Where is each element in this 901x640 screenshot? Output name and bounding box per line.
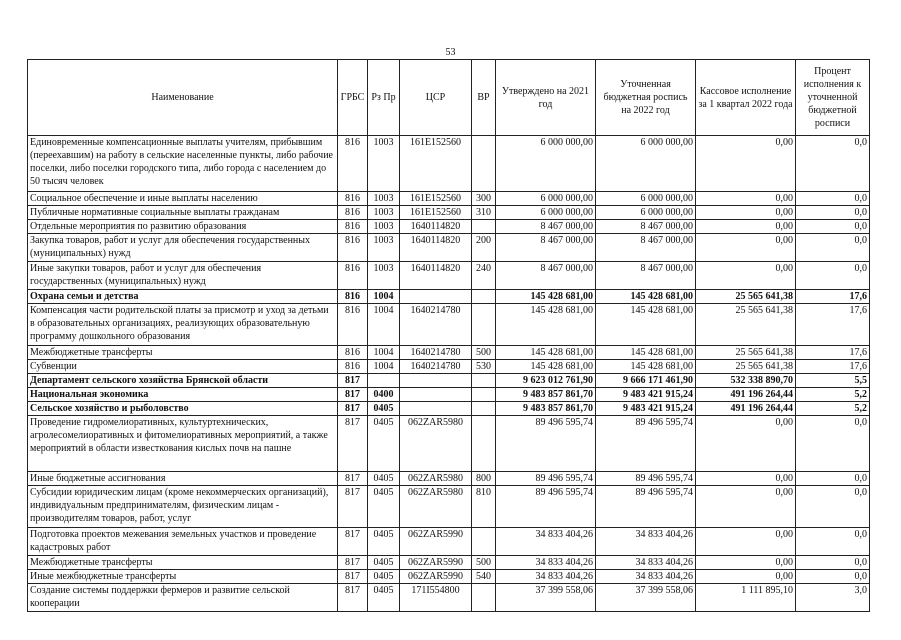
cell-percent: 0,0 (796, 206, 870, 220)
cell-refined: 145 428 681,00 (596, 346, 696, 360)
header-cash: Кассовое исполнение за 1 квартал 2022 года (696, 60, 796, 136)
cell-grbs: 817 (338, 472, 368, 486)
cell-csr: 062ZAR5990 (400, 556, 472, 570)
cell-name: Иные бюджетные ассигнования (28, 472, 338, 486)
budget-table (27, 59, 870, 612)
cell-csr: 1640114820 (400, 262, 472, 290)
cell-grbs: 816 (338, 136, 368, 192)
cell-approved: 6 000 000,00 (496, 136, 596, 192)
header-grbs: ГРБС (338, 60, 368, 136)
cell-cash: 1 111 895,10 (696, 584, 796, 612)
cell-csr: 062ZAR5990 (400, 570, 472, 584)
header-name: Наименование (28, 60, 338, 136)
cell-refined: 89 496 595,74 (596, 486, 696, 528)
header-vr: ВР (472, 60, 496, 136)
cell-csr: 062ZAR5980 (400, 472, 472, 486)
cell-cash: 0,00 (696, 262, 796, 290)
cell-rzpr: 1004 (368, 290, 400, 304)
table-row (28, 234, 870, 262)
cell-rzpr: 1003 (368, 192, 400, 206)
cell-cash: 491 196 264,44 (696, 388, 796, 402)
cell-vr (472, 374, 496, 388)
cell-rzpr (368, 374, 400, 388)
cell-approved: 6 000 000,00 (496, 192, 596, 206)
cell-rzpr: 0405 (368, 528, 400, 556)
cell-refined: 8 467 000,00 (596, 234, 696, 262)
cell-percent: 17,6 (796, 290, 870, 304)
cell-refined: 145 428 681,00 (596, 290, 696, 304)
cell-approved: 9 483 857 861,70 (496, 388, 596, 402)
cell-approved: 34 833 404,26 (496, 556, 596, 570)
cell-percent: 3,0 (796, 584, 870, 612)
cell-approved: 6 000 000,00 (496, 206, 596, 220)
cell-grbs: 817 (338, 584, 368, 612)
cell-cash: 0,00 (696, 570, 796, 584)
cell-percent: 0,0 (796, 220, 870, 234)
cell-vr (472, 416, 496, 472)
cell-csr: 1640214780 (400, 360, 472, 374)
cell-percent: 17,6 (796, 346, 870, 360)
cell-percent: 0,0 (796, 136, 870, 192)
cell-approved: 89 496 595,74 (496, 416, 596, 472)
header-percent: Процент исполнения к уточненной бюджетной росписи (796, 60, 870, 136)
table-row (28, 402, 870, 416)
cell-rzpr: 0405 (368, 486, 400, 528)
cell-grbs: 817 (338, 486, 368, 528)
cell-percent: 0,0 (796, 192, 870, 206)
cell-percent: 0,0 (796, 416, 870, 472)
cell-percent: 5,2 (796, 388, 870, 402)
cell-csr: 062ZAR5980 (400, 486, 472, 528)
cell-rzpr: 0405 (368, 556, 400, 570)
cell-cash: 0,00 (696, 220, 796, 234)
cell-vr: 540 (472, 570, 496, 584)
cell-vr: 500 (472, 556, 496, 570)
cell-vr (472, 304, 496, 346)
cell-cash: 25 565 641,38 (696, 304, 796, 346)
cell-cash: 0,00 (696, 206, 796, 220)
cell-rzpr: 1004 (368, 346, 400, 360)
header-refined: Уточненная бюджетная роспись на 2022 год (596, 60, 696, 136)
table-row (28, 192, 870, 206)
cell-approved: 9 623 012 761,90 (496, 374, 596, 388)
cell-refined: 9 666 171 461,90 (596, 374, 696, 388)
cell-percent: 0,0 (796, 486, 870, 528)
cell-csr: 161E152560 (400, 206, 472, 220)
cell-refined: 8 467 000,00 (596, 262, 696, 290)
cell-vr: 530 (472, 360, 496, 374)
cell-vr (472, 584, 496, 612)
cell-cash: 25 565 641,38 (696, 360, 796, 374)
header-approved: Утверждено на 2021 год (496, 60, 596, 136)
table-row (28, 486, 870, 528)
cell-percent: 5,2 (796, 402, 870, 416)
cell-approved: 34 833 404,26 (496, 570, 596, 584)
cell-csr: 1640114820 (400, 234, 472, 262)
cell-approved: 8 467 000,00 (496, 220, 596, 234)
cell-percent: 0,0 (796, 472, 870, 486)
cell-rzpr: 0405 (368, 584, 400, 612)
cell-csr: 161E152560 (400, 192, 472, 206)
cell-percent: 0,0 (796, 262, 870, 290)
table-row (28, 220, 870, 234)
cell-csr: 062ZAR5980 (400, 416, 472, 472)
cell-grbs: 817 (338, 416, 368, 472)
table-row (28, 262, 870, 290)
table-row (28, 346, 870, 360)
cell-vr (472, 528, 496, 556)
cell-rzpr: 0405 (368, 402, 400, 416)
cell-name: Субвенции (28, 360, 338, 374)
cell-rzpr: 1003 (368, 206, 400, 220)
cell-grbs: 816 (338, 234, 368, 262)
cell-vr: 810 (472, 486, 496, 528)
cell-csr: 1640214780 (400, 346, 472, 360)
cell-name: Компенсация части родительской платы за присмотр и уход за детьми в образовательных организациях, реализующих образовательную программу дошкольного образования (28, 304, 338, 346)
table-row (28, 570, 870, 584)
cell-refined: 6 000 000,00 (596, 192, 696, 206)
cell-percent: 0,0 (796, 234, 870, 262)
cell-csr: 1640214780 (400, 304, 472, 346)
cell-rzpr: 1003 (368, 220, 400, 234)
cell-refined: 89 496 595,74 (596, 472, 696, 486)
cell-vr: 800 (472, 472, 496, 486)
cell-grbs: 816 (338, 290, 368, 304)
cell-rzpr: 1004 (368, 304, 400, 346)
cell-name: Публичные нормативные социальные выплаты гражданам (28, 206, 338, 220)
cell-grbs: 816 (338, 304, 368, 346)
cell-cash: 532 338 890,70 (696, 374, 796, 388)
cell-approved: 8 467 000,00 (496, 262, 596, 290)
page-number: 53 (445, 47, 456, 58)
cell-refined: 89 496 595,74 (596, 416, 696, 472)
cell-grbs: 817 (338, 388, 368, 402)
table-row (28, 416, 870, 472)
cell-vr (472, 388, 496, 402)
table-row (28, 584, 870, 612)
cell-name: Социальное обеспечение и иные выплаты населению (28, 192, 338, 206)
cell-vr: 310 (472, 206, 496, 220)
cell-cash: 0,00 (696, 472, 796, 486)
table-row (28, 136, 870, 192)
cell-approved: 145 428 681,00 (496, 304, 596, 346)
cell-cash: 0,00 (696, 234, 796, 262)
table-row (28, 290, 870, 304)
cell-approved: 145 428 681,00 (496, 290, 596, 304)
table-row (28, 374, 870, 388)
cell-grbs: 816 (338, 262, 368, 290)
cell-approved: 34 833 404,26 (496, 528, 596, 556)
cell-vr (472, 290, 496, 304)
table-body (28, 136, 870, 612)
cell-grbs: 817 (338, 570, 368, 584)
cell-percent: 17,6 (796, 360, 870, 374)
table-row (28, 472, 870, 486)
cell-percent: 0,0 (796, 570, 870, 584)
header-csr: ЦСР (400, 60, 472, 136)
cell-name: Единовременные компенсационные выплаты учителям, прибывшим (переехавшим) на работу в сельские населенные пункты, либо рабочие поселки, либо поселки городского типа, либо города с населением до 50 тысяч человек (28, 136, 338, 192)
cell-approved: 8 467 000,00 (496, 234, 596, 262)
cell-csr (400, 388, 472, 402)
cell-rzpr: 1003 (368, 262, 400, 290)
cell-vr: 300 (472, 192, 496, 206)
cell-csr: 062ZAR5990 (400, 528, 472, 556)
cell-refined: 145 428 681,00 (596, 304, 696, 346)
cell-percent: 0,0 (796, 556, 870, 570)
cell-cash: 0,00 (696, 416, 796, 472)
table-row (28, 360, 870, 374)
cell-name: Охрана семьи и детства (28, 290, 338, 304)
cell-grbs: 817 (338, 528, 368, 556)
cell-rzpr: 0405 (368, 416, 400, 472)
cell-refined: 34 833 404,26 (596, 556, 696, 570)
cell-name: Межбюджетные трансферты (28, 556, 338, 570)
cell-refined: 6 000 000,00 (596, 136, 696, 192)
cell-approved: 89 496 595,74 (496, 486, 596, 528)
cell-name: Отдельные мероприятия по развитию образования (28, 220, 338, 234)
cell-name: Проведение гидромелиоративных, культуртехнических, агролесомелиоративных и фитомелиоративных мероприятий, а также мероприятий в области известкования кислых почв на пашне (28, 416, 338, 472)
cell-refined: 34 833 404,26 (596, 528, 696, 556)
cell-refined: 34 833 404,26 (596, 570, 696, 584)
cell-approved: 145 428 681,00 (496, 346, 596, 360)
cell-grbs: 817 (338, 402, 368, 416)
cell-cash: 0,00 (696, 192, 796, 206)
table-row (28, 206, 870, 220)
cell-name: Иные закупки товаров, работ и услуг для обеспечения государственных (муниципальных) нужд (28, 262, 338, 290)
table-row (28, 304, 870, 346)
cell-csr (400, 290, 472, 304)
cell-name: Подготовка проектов межевания земельных участков и проведение кадастровых работ (28, 528, 338, 556)
cell-name: Иные межбюджетные трансферты (28, 570, 338, 584)
cell-grbs: 817 (338, 374, 368, 388)
cell-name: Субсидии юридическим лицам (кроме некоммерческих организаций), индивидуальным предпринимателям, физическим лицам - производителям товаров, работ, услуг (28, 486, 338, 528)
cell-name: Создание системы поддержки фермеров и развитие сельской кооперации (28, 584, 338, 612)
cell-approved: 37 399 558,06 (496, 584, 596, 612)
cell-grbs: 816 (338, 346, 368, 360)
cell-refined: 6 000 000,00 (596, 206, 696, 220)
cell-refined: 9 483 421 915,24 (596, 388, 696, 402)
cell-rzpr: 0405 (368, 570, 400, 584)
cell-grbs: 816 (338, 360, 368, 374)
cell-rzpr: 1003 (368, 136, 400, 192)
cell-refined: 9 483 421 915,24 (596, 402, 696, 416)
cell-vr (472, 136, 496, 192)
table-header (28, 60, 870, 136)
cell-refined: 8 467 000,00 (596, 220, 696, 234)
cell-grbs: 817 (338, 556, 368, 570)
cell-vr: 500 (472, 346, 496, 360)
cell-csr: 171I554800 (400, 584, 472, 612)
cell-approved: 89 496 595,74 (496, 472, 596, 486)
cell-percent: 0,0 (796, 528, 870, 556)
cell-approved: 145 428 681,00 (496, 360, 596, 374)
cell-cash: 0,00 (696, 556, 796, 570)
cell-grbs: 816 (338, 206, 368, 220)
cell-name: Департамент сельского хозяйства Брянской области (28, 374, 338, 388)
cell-grbs: 816 (338, 192, 368, 206)
cell-csr (400, 374, 472, 388)
cell-grbs: 816 (338, 220, 368, 234)
cell-rzpr: 0405 (368, 472, 400, 486)
cell-cash: 0,00 (696, 136, 796, 192)
cell-rzpr: 1003 (368, 234, 400, 262)
header-rzpr: Рз Пр (368, 60, 400, 136)
cell-rzpr: 1004 (368, 360, 400, 374)
cell-cash: 25 565 641,38 (696, 290, 796, 304)
cell-percent: 17,6 (796, 304, 870, 346)
table-row (28, 388, 870, 402)
cell-csr: 161E152560 (400, 136, 472, 192)
table-row (28, 528, 870, 556)
cell-cash: 0,00 (696, 486, 796, 528)
cell-name: Сельское хозяйство и рыболовство (28, 402, 338, 416)
cell-csr (400, 402, 472, 416)
cell-name: Национальная экономика (28, 388, 338, 402)
cell-vr: 240 (472, 262, 496, 290)
cell-refined: 37 399 558,06 (596, 584, 696, 612)
cell-cash: 25 565 641,38 (696, 346, 796, 360)
cell-cash: 491 196 264,44 (696, 402, 796, 416)
cell-rzpr: 0400 (368, 388, 400, 402)
cell-percent: 5,5 (796, 374, 870, 388)
cell-csr: 1640114820 (400, 220, 472, 234)
cell-vr (472, 220, 496, 234)
cell-refined: 145 428 681,00 (596, 360, 696, 374)
cell-vr (472, 402, 496, 416)
cell-name: Межбюджетные трансферты (28, 346, 338, 360)
table-row (28, 556, 870, 570)
cell-approved: 9 483 857 861,70 (496, 402, 596, 416)
cell-cash: 0,00 (696, 528, 796, 556)
cell-name: Закупка товаров, работ и услуг для обеспечения государственных (муниципальных) нужд (28, 234, 338, 262)
cell-vr: 200 (472, 234, 496, 262)
